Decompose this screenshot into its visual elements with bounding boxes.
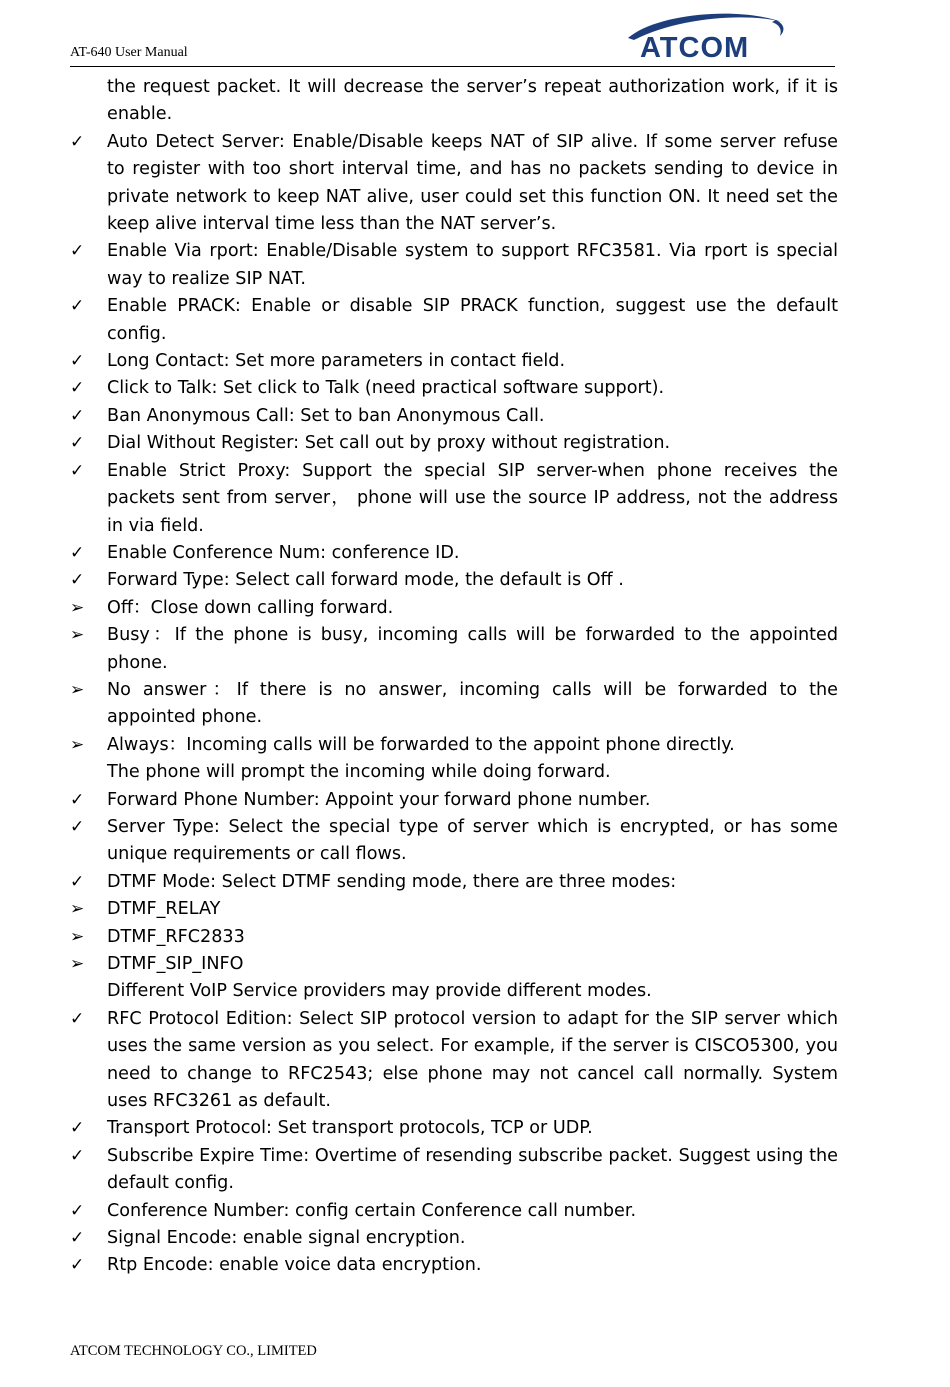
- atcom-logo: [626, 8, 786, 64]
- list-item-text: DTMF Mode: Select DTMF sending mode, there are three modes:: [107, 871, 677, 892]
- arrow-bullet-icon: ➢: [70, 899, 85, 920]
- checkmark-icon: ✓: [70, 405, 85, 426]
- list-item: [70, 238, 838, 293]
- list-item-text: Different VoIP Service providers may provide different modes.: [107, 981, 652, 1002]
- arrow-bullet-icon: ➢: [70, 926, 85, 947]
- list-item: [70, 924, 838, 951]
- list-item: [70, 677, 838, 732]
- arrow-bullet-icon: ➢: [70, 679, 85, 700]
- checkmark-icon: ✓: [70, 1145, 85, 1166]
- list-item: [70, 458, 838, 540]
- checkmark-icon: ✓: [70, 378, 85, 399]
- list-item: [70, 540, 838, 567]
- list-item: [70, 869, 838, 896]
- checkmark-icon: ✓: [70, 816, 85, 837]
- list-item-text: Ban Anonymous Call: Set to ban Anonymous Call.: [107, 405, 545, 426]
- checkmark-icon: ✓: [70, 351, 85, 372]
- list-item-text: Enable PRACK: Enable or disable SIP PRACK function, suggest use the default config.: [107, 296, 838, 344]
- list-item-text: DTMF_RELAY: [107, 899, 221, 920]
- list-item-text: Auto Detect Server: Enable/Disable keeps NAT of SIP alive. If some server refuse to register with too short interval time, and has no packets sending to device in private network to keep NAT alive, user could set this function ON. It need set the keep alive interval time less than the NAT server’s.: [107, 131, 838, 235]
- list-item-text: No answer：If there is no answer, incoming calls will be forwarded to the appointed phone.: [107, 679, 838, 728]
- list-item-text: The phone will prompt the incoming while doing forward.: [107, 762, 611, 783]
- checkmark-icon: ✓: [70, 1228, 85, 1249]
- list-item-text: Forward Type: Select call forward mode, the default is Off .: [107, 570, 624, 591]
- list-item: [70, 814, 838, 869]
- list-item: [70, 403, 838, 430]
- list-item-text: Enable Via rport: Enable/Disable system to support RFC3581. Via rport is special way to realize SIP NAT.: [107, 241, 838, 289]
- checkmark-icon: ✓: [70, 1118, 85, 1139]
- list-item-text: Server Type: Select the special type of server which is encrypted, or has some unique requirements or call flows.: [107, 816, 838, 865]
- list-item-text: Busy：If the phone is busy, incoming calls will be forwarded to the appointed phone.: [107, 625, 838, 673]
- continuation-paragraph: [70, 74, 838, 129]
- checkmark-icon: ✓: [70, 1200, 85, 1221]
- checkmark-icon: ✓: [70, 131, 85, 152]
- list-item: [70, 595, 838, 622]
- list-item-text: Signal Encode: enable signal encryption.: [107, 1228, 466, 1249]
- list-item-text: Dial Without Register: Set call out by proxy without registration.: [107, 433, 671, 454]
- list-item-text: RFC Protocol Edition: Select SIP protocol version to adapt for the SIP server which uses the same version as you select. For example, if the server is CISCO5300, you need to change to RFC2543; else phone may not cancel call normally. System uses RFC3261 as default.: [107, 1008, 838, 1112]
- list-item-text: DTMF_SIP_INFO: [107, 954, 244, 974]
- checkmark-icon: ✓: [70, 570, 85, 591]
- list-item: [70, 622, 838, 677]
- list-item-text: Subscribe Expire Time: Overtime of resending subscribe packet. Suggest using the default config.: [107, 1145, 838, 1194]
- list-item: [70, 787, 838, 814]
- arrow-bullet-icon: ➢: [70, 954, 85, 974]
- list-item-text: Forward Phone Number: Appoint your forward phone number.: [107, 789, 651, 810]
- list-item-text: Off：Close down calling forward.: [107, 597, 394, 618]
- list-item: [70, 1225, 838, 1252]
- list-item: [70, 1198, 838, 1225]
- checkmark-icon: ✓: [70, 871, 85, 892]
- list-item: [70, 430, 838, 457]
- list-item: [70, 732, 838, 759]
- list-item-text: Enable Conference Num: conference ID.: [107, 542, 460, 563]
- list-item: [70, 1252, 838, 1279]
- list-item-text: Transport Protocol: Set transport protocols, TCP or UDP.: [107, 1118, 593, 1139]
- list-item-text: Long Contact: Set more parameters in contact field.: [107, 351, 566, 372]
- checkmark-icon: ✓: [70, 296, 85, 317]
- list-item: [70, 1115, 838, 1142]
- checkmark-icon: ✓: [70, 1255, 85, 1276]
- list-item-text: Enable Strict Proxy: Support the special SIP server-when phone receives the packets sent from server， phone will use the source IP address, not the address in via field.: [107, 460, 838, 536]
- list-item: [70, 293, 838, 348]
- list-item-text: Rtp Encode: enable voice data encryption.: [107, 1255, 482, 1276]
- arrow-bullet-icon: ➢: [70, 597, 85, 618]
- list-item: [70, 375, 838, 402]
- list-item: [70, 567, 838, 594]
- list-item-text: the request packet. It will decrease the server’s repeat authorization work, if it is enable.: [107, 77, 838, 125]
- checkmark-icon: ✓: [70, 241, 85, 262]
- checkmark-icon: ✓: [70, 789, 85, 810]
- list-item-text: Click to Talk: Set click to Talk (need practical software support).: [107, 378, 665, 399]
- list-item: [70, 1006, 838, 1116]
- continuation-paragraph: [70, 759, 838, 786]
- list-item-text: Conference Number: config certain Conference call number.: [107, 1200, 637, 1221]
- list-item: [70, 129, 838, 239]
- list-item: [70, 1143, 838, 1198]
- manual-title: AT-640 User Manual: [70, 45, 188, 60]
- checkmark-icon: ✓: [70, 433, 85, 454]
- continuation-paragraph: [70, 978, 838, 1005]
- arrow-bullet-icon: ➢: [70, 734, 85, 755]
- list-item: [70, 896, 838, 923]
- list-item-text: DTMF_RFC2833: [107, 926, 245, 947]
- list-item: [70, 348, 838, 375]
- checkmark-icon: ✓: [70, 1008, 85, 1029]
- page-header: [70, 0, 835, 67]
- checkmark-icon: ✓: [70, 460, 85, 481]
- checkmark-icon: ✓: [70, 542, 85, 563]
- list-item: [70, 951, 838, 978]
- list-item-text: Always：Incoming calls will be forwarded to the appoint phone directly.: [107, 734, 735, 755]
- manual-body: [70, 74, 838, 1280]
- logo-wordmark: ATCOM: [640, 32, 750, 64]
- arrow-bullet-icon: ➢: [70, 625, 85, 646]
- page-footer: ATCOM TECHNOLOGY CO., LIMITED: [70, 1343, 317, 1359]
